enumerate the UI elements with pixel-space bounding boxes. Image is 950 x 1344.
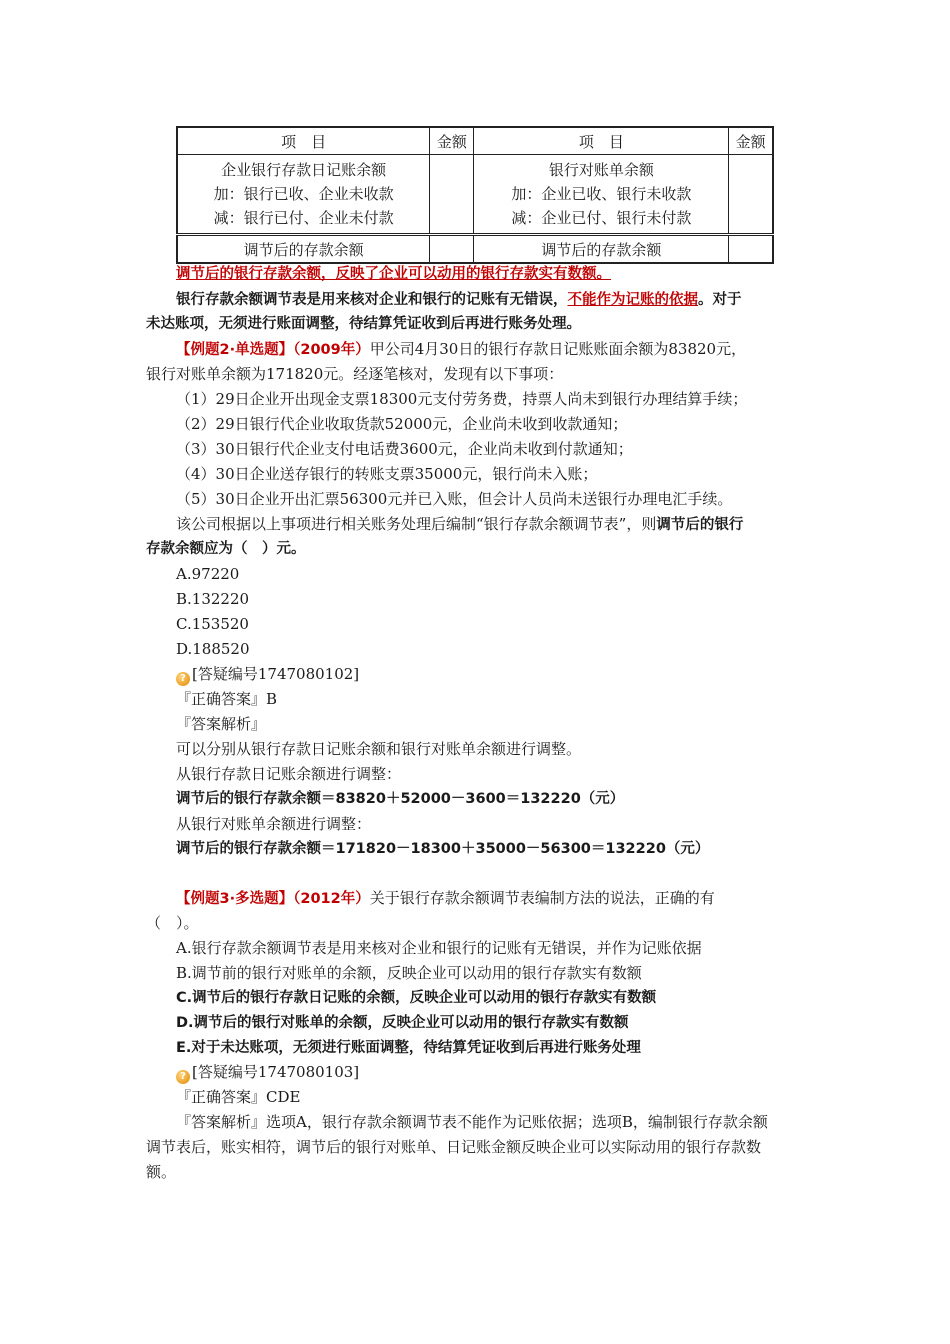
q3-analysis-1: 『答案解析』选项A，银行存款余额调节表不能作为记账依据；选项B，编制银行存款余额 (176, 1113, 768, 1131)
header-amount-right: 金额 (729, 127, 773, 155)
header-amount-left: 金额 (430, 127, 474, 155)
q2-qid-line[interactable] (176, 662, 359, 686)
header-item-left: 项 目 (177, 127, 430, 155)
q2-analysis-4: 从银行对账单余额进行调整： (176, 815, 372, 833)
left-total: 调节后的存款余额 (177, 235, 430, 264)
q2-ask-text: 该公司根据以上事项进行相关账务处理后编制“银行存款余额调节表”，则 (176, 515, 657, 533)
right-item: 银行对账单余额 (548, 161, 654, 179)
q3-stem-line1 (176, 886, 715, 911)
q2-ask-line1 (176, 512, 743, 537)
q2-item: （5）30日企业开出汇票56300元并已入账，但会计人员尚未送银行办理电汇手续。 (176, 490, 733, 508)
q2-ask-bold: 调节后的银行 (656, 517, 744, 533)
q3-qid-line[interactable] (176, 1060, 359, 1084)
q3-stem-text: 关于银行存款余额调节表编制方法的说法，正确的有 (369, 889, 715, 907)
q2-item: （3）30日银行代企业支付电话费3600元，企业尚未收到付款通知； (176, 440, 633, 458)
left-item: 加：银行已收、企业未收款 (213, 185, 394, 203)
q2-option-b: B.132220 (176, 590, 250, 608)
right-amount-cell (729, 155, 773, 235)
note-purpose-line1 (176, 288, 742, 312)
left-total-amount (430, 235, 474, 264)
q2-year: （2009年） (293, 342, 370, 358)
left-item: 减：银行已付、企业未付款 (213, 209, 394, 227)
q3-analysis-3: 额。 (146, 1163, 177, 1181)
q3-option-c: C.调节后的银行存款日记账的余额，反映企业可以动用的银行存款实有数额 (176, 990, 657, 1006)
note-purpose-tail: 。对于 (698, 292, 742, 308)
q2-stem-line1 (176, 337, 746, 362)
q2-qid: [答疑编号1747080102] (192, 665, 360, 683)
q3-qid: [答疑编号1747080103] (192, 1063, 360, 1081)
q2-analysis-1: 可以分别从银行存款日记账余额和银行对账单余额进行调整。 (176, 740, 582, 758)
table-body-row (177, 155, 773, 235)
q2-item: （1）29日企业开出现金支票18300元支付劳务费，持票人尚未到银行办理结算手续； (176, 390, 748, 408)
right-item: 加：企业已收、银行未收款 (511, 185, 692, 203)
q3-option-b: B.调节前的银行对账单的余额，反映企业可以动用的银行存款实有数额 (176, 964, 642, 982)
right-total: 调节后的存款余额 (474, 235, 729, 264)
q2-option-a: A.97220 (176, 565, 240, 583)
q2-item: （2）29日银行代企业收取货款52000元，企业尚未收到收款通知； (176, 415, 628, 433)
q2-stem-line2: 银行对账单余额为171820元。经逐笔核对，发现有以下事项： (146, 365, 564, 383)
q2-answer: 『正确答案』B (176, 690, 278, 708)
q2-stem-text: 甲公司4月30日的银行存款日记账账面余额为83820元， (369, 340, 747, 358)
question-icon[interactable]: ? (176, 1070, 190, 1084)
q3-year: （2012年） (293, 891, 370, 907)
left-items-cell (177, 155, 430, 235)
note-adjusted-balance: 调节后的银行存款余额，反映了企业可以动用的银行存款实有数额。 (176, 266, 611, 282)
right-items-cell (474, 155, 729, 235)
left-amount-cell (430, 155, 474, 235)
q3-answer: 『正确答案』CDE (176, 1088, 301, 1106)
q3-analysis-2: 调节表后，账实相符，调节后的银行对账单、日记账金额反映企业可以实际动用的银行存款数 (146, 1138, 762, 1156)
q3-stem-line2: （ ）。 (146, 914, 199, 932)
q3-option-d: D.调节后的银行对账单的余额，反映企业可以动用的银行存款实有数额 (176, 1015, 629, 1031)
q2-ask-line2: 存款余额应为（ ）元。 (146, 541, 306, 557)
reconciliation-table (176, 126, 774, 264)
right-total-amount (729, 235, 773, 264)
right-item: 减：企业已付、银行未付款 (511, 209, 692, 227)
q2-analysis-3: 调节后的银行存款余额＝83820＋52000－3600＝132220（元） (176, 791, 625, 807)
header-item-right: 项 目 (474, 127, 729, 155)
q2-analysis-5: 调节后的银行存款余额＝171820－18300＋35000－56300＝132220（元） (176, 841, 710, 857)
q2-item: （4）30日企业送存银行的转账支票35000元，银行尚未入账； (176, 465, 598, 483)
note-not-basis: 不能作为记账的依据 (567, 292, 698, 308)
table-total-row (177, 235, 773, 264)
left-item: 企业银行存款日记账余额 (221, 161, 387, 179)
q3-option-a: A.银行存款余额调节表是用来核对企业和银行的记账有无错误，并作为记账依据 (176, 939, 702, 957)
q2-option-d: D.188520 (176, 640, 250, 658)
q3-tag: 【例题3·多选题】 (176, 891, 294, 907)
q2-analysis-2: 从银行存款日记账余额进行调整： (176, 765, 402, 783)
note-purpose-line2: 未达账项，无须进行账面调整，待结算凭证收到后再进行账务处理。 (146, 316, 581, 332)
q2-tag: 【例题2·单选题】 (176, 342, 294, 358)
question-icon[interactable]: ? (176, 672, 190, 686)
q2-analysis-label: 『答案解析』 (176, 715, 267, 733)
table-header-row (177, 127, 773, 155)
q3-option-e: E.对于未达账项，无须进行账面调整，待结算凭证收到后再进行账务处理 (176, 1040, 641, 1056)
q2-option-c: C.153520 (176, 615, 249, 633)
note-purpose-text: 银行存款余额调节表是用来核对企业和银行的记账有无错误， (176, 292, 568, 308)
